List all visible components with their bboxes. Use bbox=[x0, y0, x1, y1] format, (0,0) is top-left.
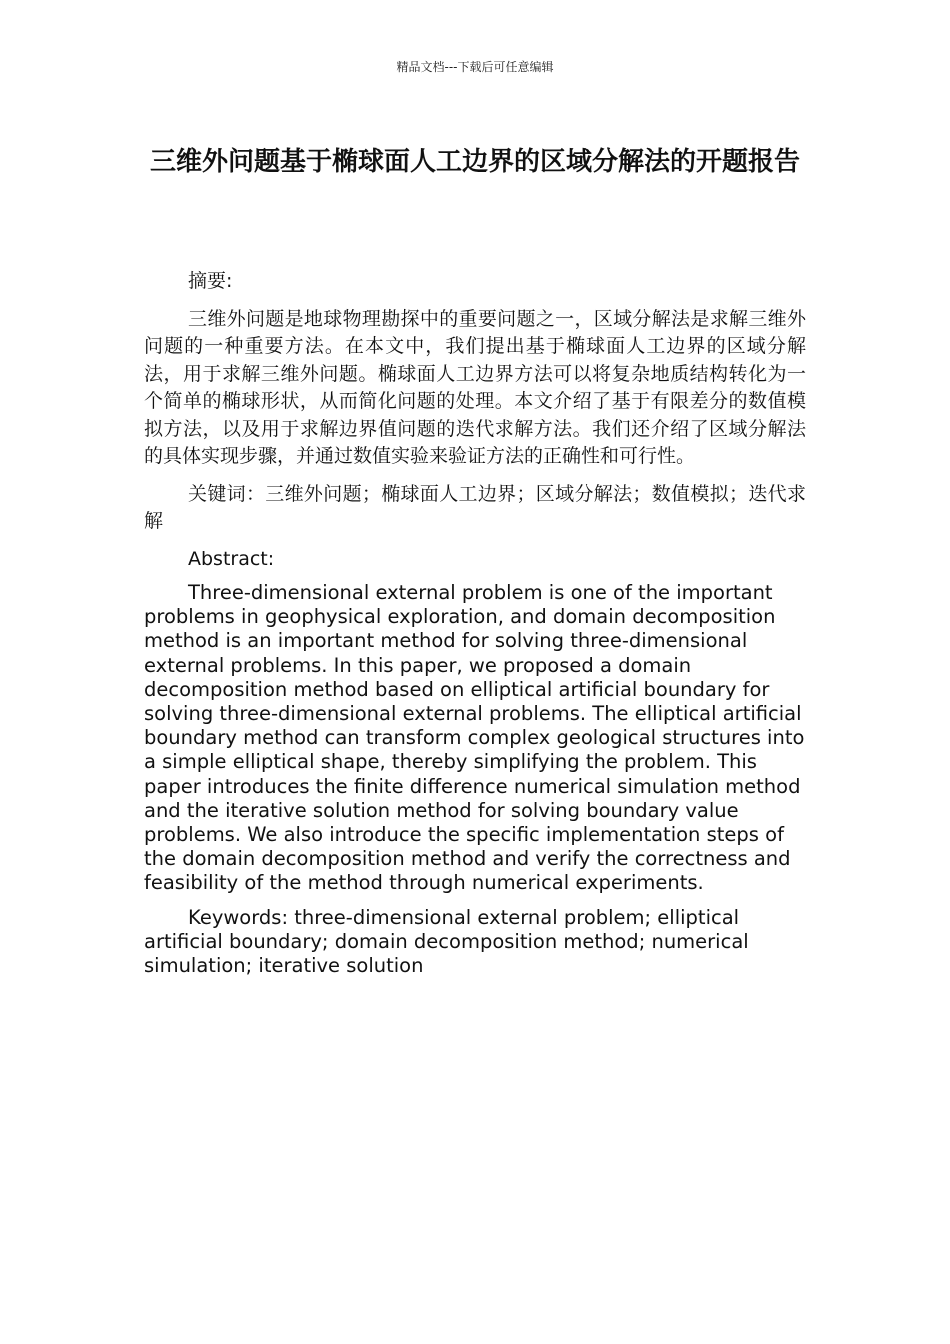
document-body bbox=[144, 268, 806, 978]
keywords-cn-paragraph: 关键词：三维外问题；椭球面人工边界；区域分解法；数值模拟；迭代求解 bbox=[144, 482, 806, 532]
keywords-en-paragraph: Keywords: three-dimensional external problem; elliptical artificial boundary; domain decomposition method; numerical simulation; iterative solution bbox=[144, 905, 749, 978]
document-title: 三维外问题基于椭球面人工边界的区域分解法的开题报告 bbox=[149, 147, 800, 177]
abstract-en-paragraph: Three-dimensional external problem is one of the important problems in geophysical exploration, and domain decomposition method is an important method for solving three-dimensional external problems. In this paper, we proposed a domain decomposition method based on elliptical artificial boundary for solving three-dimensional external problems. The elliptical artificial boundary method can transform complex geological structures into a simple elliptical shape, thereby simplifying the problem. This paper introduces the finite difference numerical simulation method and the iterative solution method for solving boundary value problems. We also introduce the specific implementation steps of the domain decomposition method and verify the correctness and feasibility of the method through numerical experiments. bbox=[144, 581, 805, 895]
header-note: 精品文档---下载后可任意编辑 bbox=[396, 60, 554, 74]
abstract-cn-label: 摘要: bbox=[188, 270, 233, 292]
abstract-en-label: Abstract: bbox=[188, 547, 275, 570]
abstract-cn-paragraph: 三维外问题是地球物理勘探中的重要问题之一，区域分解法是求解三维外问题的一种重要方法。在本文中，我们提出基于椭球面人工边界的区域分解法，用于求解三维外问题。椭球面人工边界方法可以将复杂地质结构转化为一个简单的椭球形状，从而简化问题的处理。本文介绍了基于有限差分的数值模拟方法，以及用于求解边界值问题的迭代求解方法。我们还介绍了区域分解法的具体实现步骤，并通过数值实验来验证方法的正确性和可行性。 bbox=[144, 307, 806, 467]
